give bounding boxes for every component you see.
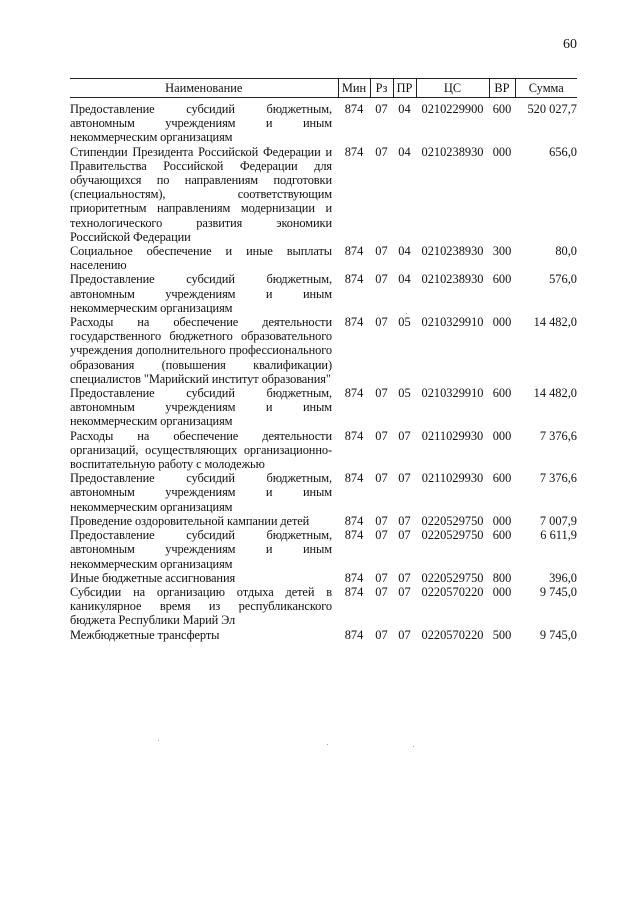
cell-min: 874 — [344, 513, 364, 528]
cell-pr: 04 — [398, 244, 411, 259]
table-row — [70, 272, 577, 315]
table-row — [70, 528, 577, 571]
cell-pr: 07 — [398, 528, 411, 543]
cell-rz: 07 — [375, 144, 388, 159]
cell-name: Предоставление субсидий бюджетным, автономным учреждениям и иным некоммерческим организациям — [70, 471, 332, 514]
cell-name: Субсидии на организацию отдыха детей в каникулярное время из республиканского бюджета Республики Марий Эл — [70, 584, 332, 628]
cell-sum: 7 376,6 — [539, 471, 577, 486]
scan-speck — [413, 746, 414, 747]
cell-vr: 600 — [492, 386, 512, 401]
cell-rz: 07 — [375, 570, 388, 585]
header-rz: Рз — [370, 79, 393, 98]
cell-vr: 500 — [492, 627, 512, 642]
cell-pr: 05 — [398, 315, 411, 330]
cell-vr: 600 — [492, 272, 512, 287]
table-header-row — [70, 79, 577, 98]
cell-cs: 0220529750 — [421, 528, 484, 543]
table-row — [70, 98, 577, 145]
cell-rz: 07 — [375, 102, 388, 116]
cell-rz: 07 — [375, 428, 388, 443]
cell-vr: 600 — [492, 102, 512, 116]
cell-sum: 14 482,0 — [533, 315, 577, 330]
cell-name: Стипендии Президента Российской Федерации и Правительства Российской Федерации для обучающихся по направлениям подготовки (специальностям), соответствующим приоритетным направлениям модернизации и технологического развития экономики Российской Федерации — [70, 144, 332, 244]
cell-pr: 07 — [398, 471, 411, 486]
cell-pr: 04 — [398, 144, 411, 159]
cell-min: 874 — [344, 428, 364, 443]
cell-cs: 0210329910 — [421, 386, 484, 401]
header-min: Мин — [338, 79, 370, 98]
cell-rz: 07 — [375, 513, 388, 528]
table-row — [70, 429, 577, 472]
cell-rz: 07 — [375, 584, 388, 599]
table-body — [70, 98, 577, 642]
cell-vr: 300 — [492, 244, 512, 259]
cell-name: Социальное обеспечение и иные выплаты населению — [70, 244, 332, 273]
cell-pr: 07 — [398, 513, 411, 528]
cell-vr: 000 — [492, 144, 512, 159]
cell-rz: 07 — [375, 528, 388, 543]
cell-sum: 576,0 — [549, 272, 577, 287]
cell-name: Проведение оздоровительной кампании детей — [70, 513, 310, 528]
cell-sum: 7 376,6 — [539, 428, 577, 443]
cell-name: Предоставление субсидий бюджетным, автономным учреждениям и иным некоммерческим организациям — [70, 528, 332, 571]
cell-sum: 396,0 — [549, 570, 577, 585]
cell-sum: 80,0 — [555, 244, 577, 259]
cell-min: 874 — [344, 386, 364, 401]
table-row — [70, 514, 577, 528]
cell-cs: 0210238930 — [421, 244, 484, 259]
cell-name: Расходы на обеспечение деятельности организаций, осуществляющих организационно-воспитательную работу с молодежью — [70, 428, 332, 472]
cell-pr: 07 — [398, 570, 411, 585]
cell-cs: 0210238930 — [421, 144, 484, 159]
cell-sum: 9 745,0 — [539, 584, 577, 599]
cell-vr: 000 — [492, 584, 512, 599]
cell-sum: 6 611,9 — [540, 528, 577, 543]
cell-min: 874 — [344, 315, 364, 330]
cell-cs: 0211029930 — [421, 471, 484, 486]
cell-rz: 07 — [375, 244, 388, 259]
cell-pr: 05 — [398, 386, 411, 401]
cell-cs: 0210229900 — [421, 102, 484, 116]
cell-cs: 0211029930 — [421, 428, 484, 443]
table-row — [70, 145, 577, 244]
cell-min: 874 — [344, 584, 364, 599]
table-row — [70, 471, 577, 514]
header-pr: ПР — [393, 79, 416, 98]
cell-cs: 0210329910 — [421, 315, 484, 330]
cell-rz: 07 — [375, 471, 388, 486]
cell-min: 874 — [344, 471, 364, 486]
page-number: 60 — [563, 37, 577, 52]
scan-speck — [406, 313, 407, 314]
cell-vr: 800 — [492, 570, 512, 585]
header-vr: ВР — [489, 79, 515, 98]
cell-rz: 07 — [375, 627, 388, 642]
cell-name: Предоставление субсидий бюджетным, автономным учреждениям и иным некоммерческим организациям — [70, 386, 332, 429]
scan-speck — [327, 744, 328, 745]
cell-name: Предоставление субсидий бюджетным, автономным учреждениям и иным некоммерческим организациям — [70, 272, 332, 315]
cell-vr: 000 — [492, 513, 512, 528]
cell-pr: 07 — [398, 584, 411, 599]
table-row — [70, 244, 577, 272]
table-row — [70, 315, 577, 386]
cell-min: 874 — [344, 570, 364, 585]
cell-name: Предоставление субсидий бюджетным, автономным учреждениям и иным некоммерческим организациям — [70, 102, 332, 145]
cell-pr: 04 — [398, 272, 411, 287]
cell-rz: 07 — [375, 315, 388, 330]
cell-name: Межбюджетные трансферты — [70, 627, 220, 642]
cell-min: 874 — [344, 528, 364, 543]
cell-name: Иные бюджетные ассигнования — [70, 570, 236, 585]
cell-pr: 07 — [398, 428, 411, 443]
cell-pr: 07 — [398, 627, 411, 642]
cell-min: 874 — [344, 272, 364, 287]
cell-sum: 7 007,9 — [539, 513, 577, 528]
table-row — [70, 585, 577, 628]
cell-cs: 0220570220 — [421, 627, 484, 642]
cell-name: Расходы на обеспечение деятельности государственного бюджетного образовательного учреждения дополнительного профессионального образования (повышения квалификации) специалистов "Марийский институт образования" — [70, 315, 332, 386]
header-sum: Сумма — [515, 79, 577, 98]
cell-rz: 07 — [375, 272, 388, 287]
scan-speck — [158, 740, 159, 741]
table-row — [70, 571, 577, 585]
cell-sum: 9 745,0 — [539, 627, 577, 642]
cell-sum: 14 482,0 — [533, 386, 577, 401]
cell-vr: 000 — [492, 428, 512, 443]
header-cs: ЦС — [416, 79, 489, 98]
cell-min: 874 — [344, 144, 364, 159]
cell-vr: 600 — [492, 471, 512, 486]
cell-min: 874 — [344, 102, 364, 116]
cell-cs: 0220529750 — [421, 570, 484, 585]
cell-min: 874 — [344, 244, 364, 259]
table-row — [70, 628, 577, 642]
header-name: Наименование — [70, 79, 338, 98]
cell-sum: 520 027,7 — [527, 102, 577, 116]
cell-vr: 600 — [492, 528, 512, 543]
cell-cs: 0220529750 — [421, 513, 484, 528]
cell-min: 874 — [344, 627, 364, 642]
cell-cs: 0210238930 — [421, 272, 484, 287]
cell-vr: 000 — [492, 315, 512, 330]
table-row — [70, 386, 577, 429]
cell-cs: 0220570220 — [421, 584, 484, 599]
cell-rz: 07 — [375, 386, 388, 401]
cell-pr: 04 — [398, 102, 411, 116]
budget-table — [70, 78, 577, 642]
cell-sum: 656,0 — [549, 144, 577, 159]
